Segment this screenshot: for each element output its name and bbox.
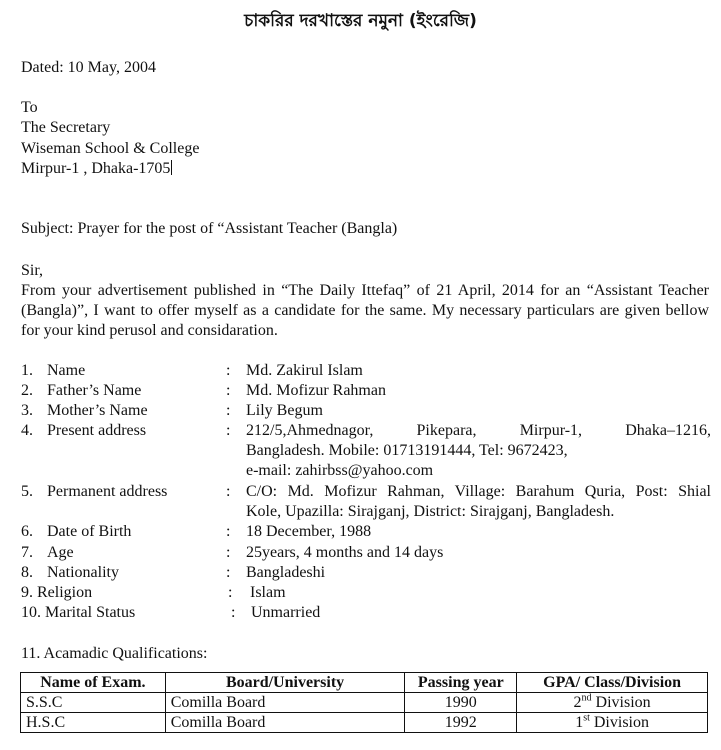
particular-number: 4. bbox=[21, 422, 33, 439]
recipient-designation: The Secretary bbox=[21, 119, 111, 136]
salutation: Sir, bbox=[21, 262, 44, 279]
dated-line: Dated: 10 May, 2004 bbox=[21, 59, 156, 76]
particular-colon: : bbox=[226, 564, 231, 581]
recipient-address-text: Mirpur-1 , Dhaka-1705 bbox=[21, 160, 171, 177]
present-address-line-1: 212/5,Ahmednagor, Pikepara, Mirpur-1, Dhaka–1216, bbox=[246, 422, 711, 439]
particular-colon: : bbox=[231, 604, 236, 621]
particular-value: Bangladeshi bbox=[246, 564, 326, 581]
particular-label: 9. Religion bbox=[21, 584, 93, 601]
particular-colon: : bbox=[226, 523, 231, 540]
cell-year: 1990 bbox=[405, 693, 517, 713]
division-ordinal-suffix: st bbox=[583, 712, 590, 724]
particular-value: Lily Begum bbox=[246, 402, 323, 419]
recipient-to: To bbox=[21, 99, 38, 116]
present-address-line-3: e-mail: zahirbss@yahoo.com bbox=[246, 462, 434, 479]
qualifications-table bbox=[20, 672, 708, 733]
particular-label: Father’s Name bbox=[47, 382, 142, 399]
particular-number: 5. bbox=[21, 483, 33, 500]
recipient-address bbox=[21, 159, 172, 179]
particular-number: 6. bbox=[21, 523, 33, 540]
document-title: চাকরির দরখাস্তের নমুনা (ইংরেজি) bbox=[244, 11, 477, 31]
particular-colon: : bbox=[226, 402, 231, 419]
subject-line: Subject: Prayer for the post of “Assistant Teacher (Bangla) bbox=[21, 220, 398, 237]
present-address-line-2: Bangladesh. Mobile: 01713191444, Tel: 9672423, bbox=[246, 442, 568, 459]
particular-number: 1. bbox=[21, 362, 33, 379]
particular-label: Age bbox=[47, 544, 74, 561]
permanent-address-line-2: Kole, Upazilla: Sirajganj, District: Sirajganj, Bangladesh. bbox=[246, 503, 615, 520]
column-header-year: Passing year bbox=[405, 673, 517, 693]
particular-label: Present address bbox=[47, 422, 147, 439]
division-ordinal-suffix: nd bbox=[581, 692, 592, 704]
cell-division bbox=[517, 693, 708, 713]
particular-label: Name bbox=[47, 362, 86, 379]
particular-colon: : bbox=[226, 422, 231, 439]
particular-number: 8. bbox=[21, 564, 33, 581]
division-number: 1 bbox=[575, 714, 584, 731]
particular-colon: : bbox=[226, 544, 231, 561]
column-header-division: GPA/ Class/Division bbox=[517, 673, 708, 693]
recipient-institution: Wiseman School & College bbox=[21, 140, 200, 157]
particular-label: Nationality bbox=[47, 564, 119, 581]
particular-colon: : bbox=[226, 483, 231, 500]
division-text: Division bbox=[591, 694, 651, 711]
division-number: 2 bbox=[573, 694, 582, 711]
particular-colon: : bbox=[226, 362, 231, 379]
cell-division bbox=[517, 713, 708, 733]
particular-label: Mother’s Name bbox=[47, 402, 148, 419]
particular-value: Unmarried bbox=[251, 604, 321, 621]
particular-value: Md. Mofizur Rahman bbox=[246, 382, 386, 399]
particular-label: 10. Marital Status bbox=[21, 604, 136, 621]
particular-value: Islam bbox=[250, 584, 286, 601]
text-cursor bbox=[171, 160, 172, 175]
permanent-address-line-1: C/O: Md. Mofizur Rahman, Village: Barahum Quria, Post: Shial bbox=[246, 483, 711, 500]
particular-value: Md. Zakirul Islam bbox=[246, 362, 363, 379]
division-text: Division bbox=[589, 714, 649, 731]
column-header-exam: Name of Exam. bbox=[21, 673, 166, 693]
cell-exam: S.S.C bbox=[21, 693, 166, 713]
body-paragraph: From your advertisement published in “The Daily Ittefaq” of 21 April, 2014 for an “Assistant Teacher (Bangla)”, I want to offer myself as a candidate for the same. My necessary particulars are given bellow for your kind perusol and considaration. bbox=[21, 282, 709, 339]
cell-exam: H.S.C bbox=[21, 713, 166, 733]
cell-year: 1992 bbox=[405, 713, 517, 733]
particular-value bbox=[246, 482, 711, 522]
table-row bbox=[21, 693, 708, 713]
cell-board: Comilla Board bbox=[165, 693, 405, 713]
particular-label: Date of Birth bbox=[47, 523, 132, 540]
particular-number: 3. bbox=[21, 402, 33, 419]
particular-colon: : bbox=[226, 382, 231, 399]
particular-value: 18 December, 1988 bbox=[246, 523, 372, 540]
cell-board: Comilla Board bbox=[165, 713, 405, 733]
particular-value: 25years, 4 months and 14 days bbox=[246, 544, 444, 561]
table-row bbox=[21, 713, 708, 733]
particular-number: 2. bbox=[21, 382, 33, 399]
table-header-row bbox=[21, 673, 708, 693]
particular-colon: : bbox=[228, 584, 233, 601]
column-header-board: Board/University bbox=[165, 673, 405, 693]
particular-label: Permanent address bbox=[47, 483, 168, 500]
qualifications-heading: 11. Acamadic Qualifications: bbox=[21, 645, 208, 662]
particular-number: 7. bbox=[21, 544, 33, 561]
particular-value bbox=[246, 421, 711, 481]
